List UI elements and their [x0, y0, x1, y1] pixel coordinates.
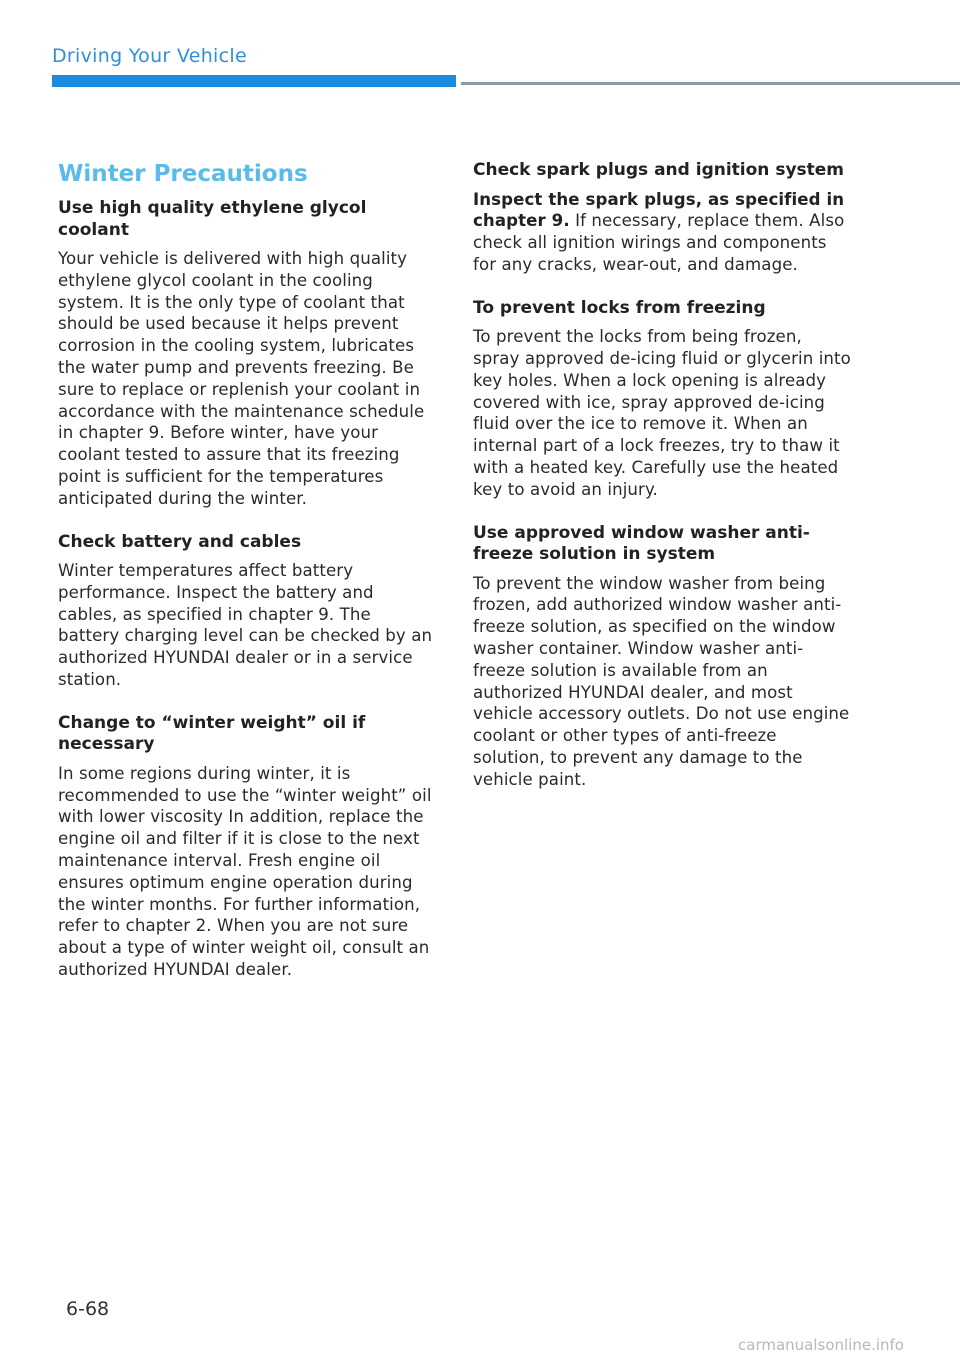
section-title: Winter Precautions	[58, 161, 308, 187]
page-number: 6-68	[66, 1298, 110, 1320]
winter-oil-paragraph: In some regions during winter, it is recommended to use the “winter weight” oil with lower viscosity In addition, replace the engine oil and filter if it is close to the next maintenance interval. Fresh engine oil ensures optimum engine operation during the winter months. For further information, refer to chapter 2. When you are not sure about a type of winter weight oil, consult an authorized HYUNDAI dealer.	[58, 763, 432, 980]
washer-heading: Use approved window washer anti-freeze solution in system	[473, 522, 810, 565]
chapter-title: Driving Your Vehicle	[52, 45, 247, 67]
washer-paragraph: To prevent the window washer from being frozen, add authorized window washer anti-freeze solution, as specified on the window washer container. Window washer anti-freeze solution is available from an authorized HYUNDAI dealer, and most vehicle accessory outlets. Do not use engine coolant or other types of anti-freeze solution, to prevent any damage to the vehicle paint.	[473, 573, 850, 789]
coolant-paragraph: Your vehicle is delivered with high quality ethylene glycol coolant in the cooling system. It is the only type of coolant that should be used because it helps prevent corrosion in the cooling system, lubricates the water pump and prevents freezing. Be sure to replace or replenish your coolant in accordance with the maintenance schedule in chapter 9. Before winter, have your coolant tested to assure that its freezing point is sufficient for the temperatures anticipated during the winter.	[58, 249, 425, 508]
battery-heading: Check battery and cables	[58, 531, 302, 552]
spark-plugs-text: If necessary, replace them. Also check all ignition wirings and components for any cracks, wear-out, and damage.	[473, 211, 845, 274]
left-column	[58, 158, 436, 1003]
winter-oil-heading: Change to “winter weight” oil if necessary	[58, 712, 366, 755]
header-rule-blue	[52, 75, 456, 87]
locks-heading: To prevent locks from freezing	[473, 297, 766, 318]
header-rule-grey	[461, 82, 960, 85]
battery-paragraph: Winter temperatures affect battery performance. Inspect the battery and cables, as specified in chapter 9. The battery charging level can be checked by an authorized HYUNDAI dealer or in a service station.	[58, 561, 433, 690]
spark-plugs-lead: Inspect the spark plugs, as specified in chapter 9.	[473, 189, 845, 231]
watermark: carmanualsonline.info	[738, 1336, 904, 1354]
right-column	[473, 160, 853, 813]
spark-plugs-heading: Check spark plugs and ignition system	[473, 160, 845, 180]
spark-plugs-paragraph	[473, 189, 853, 276]
coolant-heading: Use high quality ethylene glycol coolant	[58, 198, 367, 240]
locks-paragraph: To prevent the locks from being frozen, spray approved de-icing fluid or glycerin into key holes. When a lock opening is already covered with ice, spray approved de-icing fluid over the ice to remove it. When an internal part of a lock freezes, try to thaw it with a heated key. Carefully use the heated key to avoid an injury.	[473, 327, 851, 499]
